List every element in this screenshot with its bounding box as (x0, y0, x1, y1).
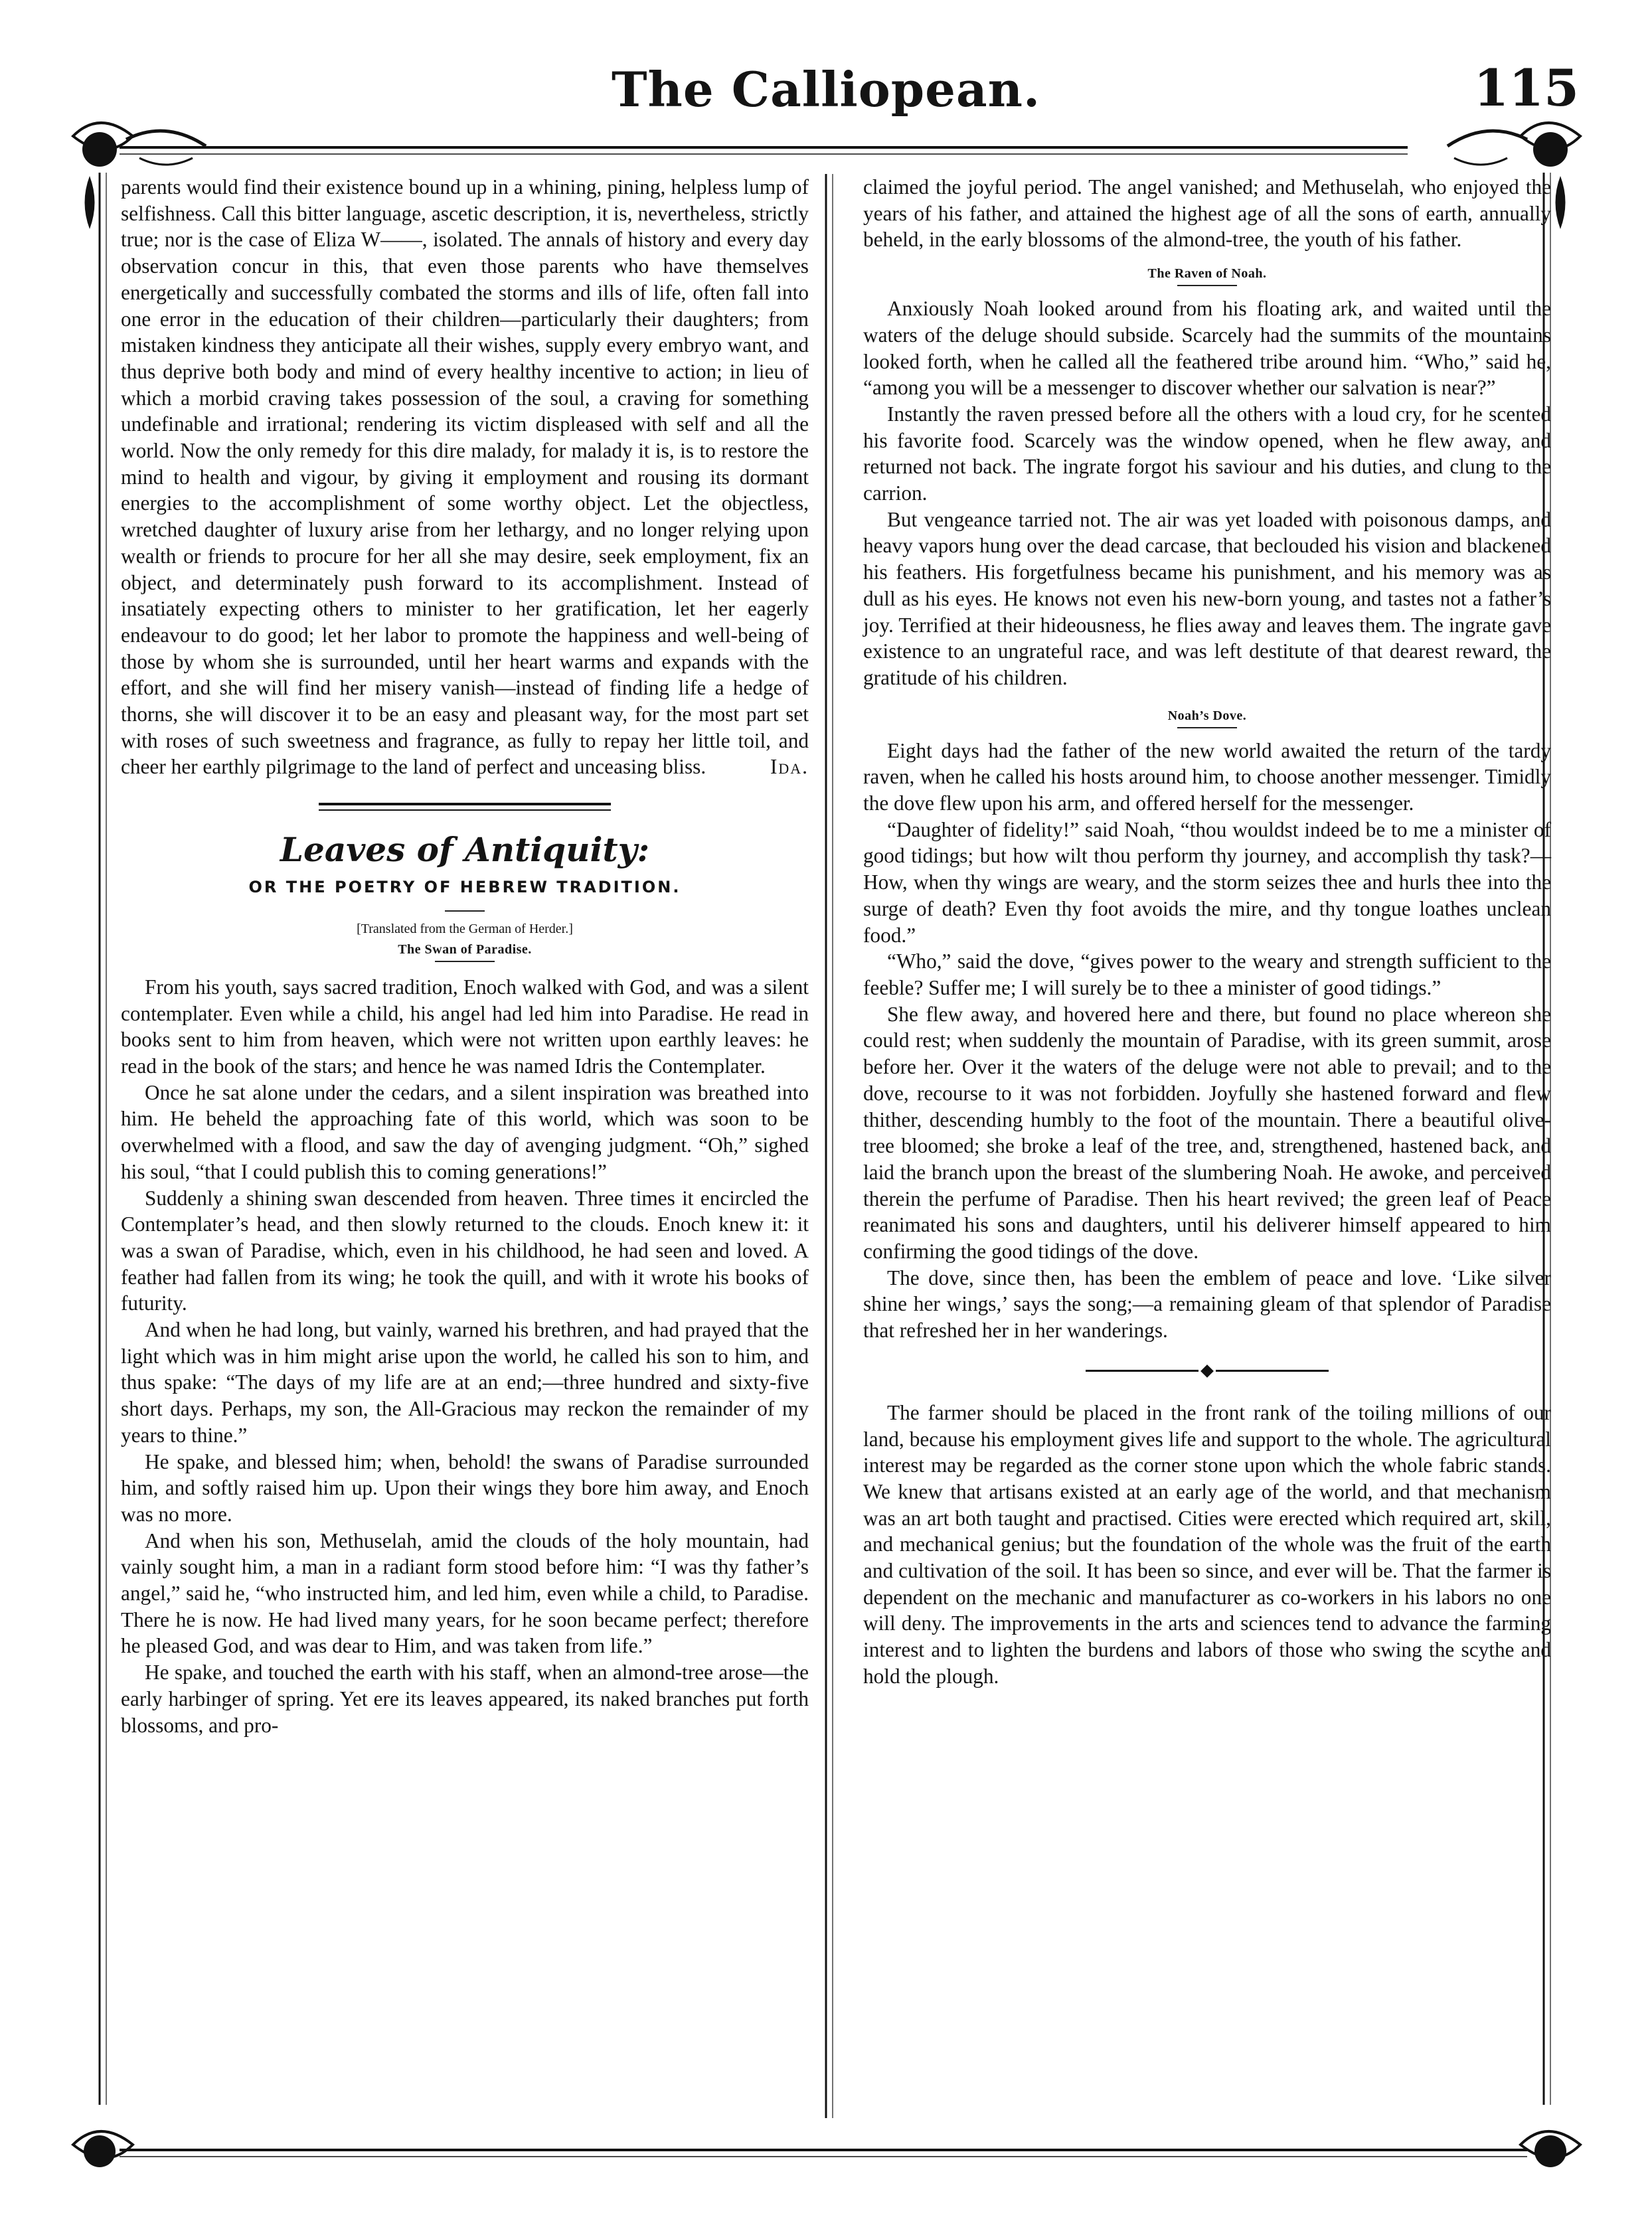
heading-rule (1177, 285, 1237, 286)
swan-paragraph: And when his son, Methuselah, amid the clouds of the holy mountain, had vainly sought him, a man in a radiant form stood before him: “I was thy father’s angel,” said he, “who instructed him, and led him, even while a child, to Paradise. There he is now. He had lived many years, for he soon became perfect; therefore he pleased God, and was dear to Him, and was taken from life.” (121, 1528, 809, 1658)
swan-paragraph: Suddenly a shining swan descended from heaven. Three times it encircled the Contemplater’s head, and then slowly returned to the clouds. Enoch knew it: it was a swan of Paradise, which, even in his childhood, he had seen and loved. A feather had fallen from its wing; he took the quill, and with it wrote his books of futurity. (121, 1186, 809, 1315)
swan-paragraph: And when he had long, but vainly, warned his brethren, and had prayed that the light which was in him might arise upon the world, he called his son to him, and thus spake: “The days of my life are at an end;—three hundred and sixty-five short days. Perhaps, my son, the All-Gracious may reckon the remainder of my years to thine.” (121, 1318, 809, 1447)
swan-paragraph: He spake, and touched the earth with his staff, when an almond-tree arose—the early harbinger of spring. Yet ere its leaves appeared, its naked branches put forth blossoms, and pro- (121, 1661, 809, 1737)
journal-title: The Calliopean. (611, 61, 1041, 118)
continuation-paragraph: claimed the joyful period. The angel vanished; and Methuselah, who enjoyed the years of his father, and attained the highest age of all the sons of earth, annually beheld, in the early blossoms of the almond-tree, the youth of his father. (863, 175, 1551, 252)
dove-paragraph: Eight days had the father of the new world awaited the return of the tardy raven, when he called his hosts around him, to choose another messenger. Timidly the dove flew upon his arm, and offered herself for the messenger. (863, 738, 1551, 815)
left-column (121, 174, 809, 1738)
swan-paragraph: From his youth, says sacred tradition, Enoch walked with God, and was a silent contemplater. Even while a child, his angel had led him into Paradise. He read in books sent to him from heaven, which were not written upon earthly leaves: he read in the book of the stars; and hence he was named Idris the Contemplater. (121, 975, 809, 1078)
dove-heading: Noah’s Dove. (1167, 708, 1247, 723)
author-signature: Ida. (770, 755, 809, 779)
dove-paragraph: She flew away, and hovered here and there, but found no place whereon she could rest; when suddenly the mountain of Paradise, with its green summit, arose before her. Over it the waters of the deluge were not able to prevail; and to the dove, recourse to it was not forbidden. Joyfully she hastened forward and flew thither, descending humbly to the foot of the mountain. There a beautiful olive-tree bloomed; she broke a leaf of the tree, and, strengthened, hastened back, and laid the branch upon the breast of the slumbering Noah. He awoke, and perceived therein the perfume of Paradise. Then his heart revived; the green leaf of Peace reanimated his sons and daughters, until his deliverer himself appeared to him confirming the good tidings of the dove. (863, 1002, 1551, 1264)
intro-paragraph: parents would find their existence bound up in a whining, pining, helpless lump of selfishness. Call this bitter language, ascetic description, it is, nevertheless, strictly true; nor is the case of Eliza W——, isolated. The annals of history and every day observation concur in this, that even those parents who have themselves energetically and successfully combated the storms and ills of life, often fall into one error in the education of their children—particularly their daughters; from mistaken kindness they anticipate all their wishes, supply every embryo want, and thus deprive both body and mind of every healthy incentive to action; in lieu of which a morbid craving takes possession of the soul, a craving for something undefinable and irrational; rendering its victim displeased with self and all the world. Now the only remedy for this dire malady, for malady it is, is to restore the mind to health and vigour, by giving it employment and rousing its dormant energies to the accomplishment of some worthy object. Let the objectless, wretched daughter of luxury arise from her lethargy, and no longer relying upon wealth or friends to procure for her all she may desire, seek employment, fix an object, and determinately push forward to its accomplishment. Instead of insatiately expecting others to minister to her gratification, let her eagerly endeavour to do good; let her labor to promote the happiness and well-being of those by whom she is surrounded, until her heart warms and expands with the effort, and she will find her misery vanish—instead of finding life a hedge of thorns, she will discover it to be an easy and pleasant way, for the most part set with roses of such sweetness and fragrance, as fully to repay her little toil, and cheer her earthly pilgrimage to the land of perfect and unceasing bliss. (121, 175, 809, 779)
short-rule (445, 910, 485, 912)
dove-paragraph: “Who,” said the dove, “gives power to the weary and strength sufficient to the feeble? Suffer me; I will surely be to thee a minister of good tidings.” (863, 949, 1551, 999)
swan-paragraph: Once he sat alone under the cedars, and a silent inspiration was breathed into him. He beheld the approaching fate of this world, which was soon to be overwhelmed with a flood, and saw the day of avenging judgment. “Oh,” sighed his soul, “that I could publish this to coming generations!” (121, 1080, 809, 1183)
top-border (73, 123, 1580, 167)
diamond-ornament (1200, 1364, 1214, 1378)
farmer-paragraph: The farmer should be placed in the front rank of the toiling millions of our land, because his employment gives life and support to the whole. The agricultural interest may be regarded as the corner stone upon which the whole fabric stands. We knew that artisans existed at an early age of the world, and that mechanism was an art both taught and practised. Cities were erected which required art, skill, and mechanical genius; but the foundation of the whole was the fruit of the earth and cultivation of the soil. It has been so since, and ever will be. That the farmer is dependent on the mechanic and manufacturer as co-workers in his labors no one will deny. The improvements in the arts and sciences tend to advance the farming interest and to lighten the burdens and labors of those who swing the scythe and hold the plough. (863, 1400, 1551, 1688)
bottom-border (73, 2131, 1580, 2167)
swan-paragraph: He spake, and blessed him; when, behold! the swans of Paradise surrounded him, and softly raised him up. Upon their wings they bore him away, and Enoch was no more. (121, 1449, 809, 1526)
section-divider (319, 803, 611, 811)
section-title: Leaves of Antiquity: (280, 830, 650, 870)
column-divider (826, 174, 833, 2118)
ornamental-divider (863, 1366, 1551, 1376)
raven-paragraph: Anxiously Noah looked around from his floating ark, and waited until the waters of the deluge should subside. Scarcely had the summits of the mountains looked forth, when he called all the feathered tribe around him. “Who,” said he, “among you will be a messenger to discover whether our salvation is near?” (863, 297, 1551, 400)
translation-note: [Translated from the German of Herder.] (357, 921, 573, 936)
page-number: 115 (1473, 58, 1579, 118)
dove-paragraph: The dove, since then, has been the emblem of peace and love. ‘Like silver shine her wings,’ says the song;—a remaining gleam of that splendor of Paradise that refreshed her in her wanderings. (863, 1266, 1551, 1343)
swan-heading: The Swan of Paradise. (398, 942, 532, 957)
dove-paragraph: “Daughter of fidelity!” said Noah, “thou wouldst indeed be to me a minister of good tidings; but how wilt thou perform thy journey, and accomplish thy task?—How, when thy wings are weary, and the storm seizes thee and hurls thee into the surge of death? Even thy foot avoids the mire, and thy tongue loathes unclean food.” (863, 817, 1551, 947)
heading-rule (435, 961, 495, 962)
heading-rule (1177, 727, 1237, 728)
left-border (85, 173, 107, 2105)
raven-heading: The Raven of Noah. (1147, 266, 1267, 282)
raven-paragraph: But vengeance tarried not. The air was yet loaded with poisonous damps, and heavy vapors hung over the dead carcase, that beclouded his vision and blackened his feathers. His forgetfulness became his punishment, and his memory was as dull as his eyes. He knows not even his new-born young, and tastes not a father’s joy. Terrified at their hideousness, he flies away and leaves them. The ingrate gave existence to an ungrateful race, and was left destitute of that dearest reward, the gratitude of his children. (863, 507, 1551, 689)
right-column (863, 174, 1551, 1690)
section-subtitle: OR THE POETRY OF HEBREW TRADITION. (248, 878, 681, 897)
raven-paragraph: Instantly the raven pressed before all the others with a loud cry, for he scented his favorite food. Scarcely was the window opened, when he flew away, and returned not back. The ingrate forgot his saviour and his duties, and clung to the carrion. (863, 402, 1551, 505)
